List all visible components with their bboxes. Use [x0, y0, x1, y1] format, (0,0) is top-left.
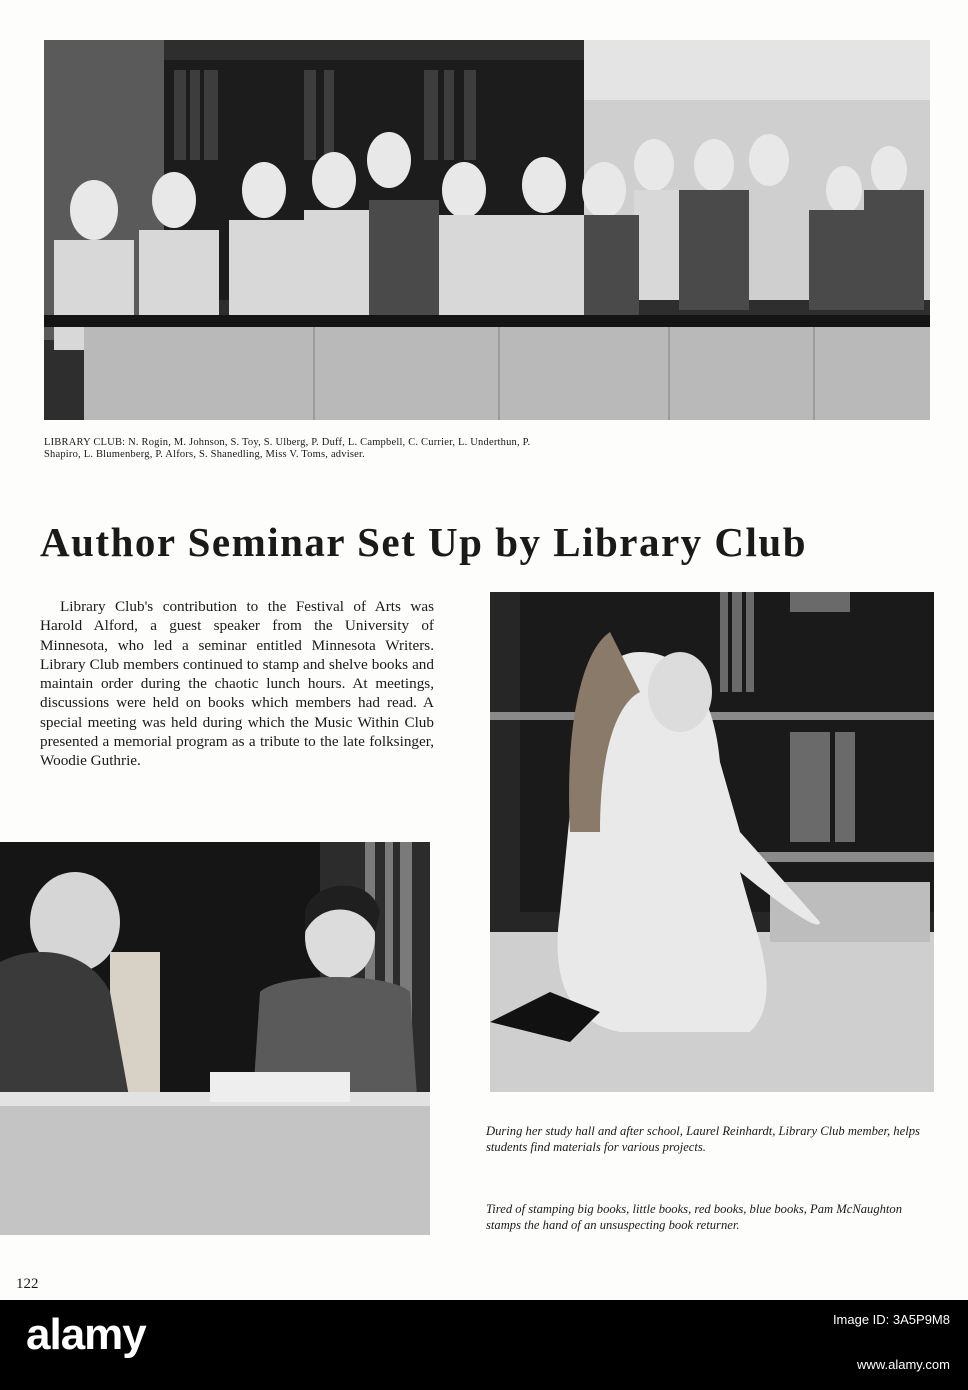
- page-headline: Author Seminar Set Up by Library Club: [40, 519, 808, 565]
- library-club-group-photo: [44, 40, 930, 420]
- group-photo-caption: LIBRARY CLUB: N. Rogin, M. Johnson, S. Toy, S. Ulberg, P. Duff, L. Campbell, C. Currier, L. Underthun, P. Shapiro, L. Blumenberg, P. Alfors, S. Shanedling, Miss V. Toms, adviser.: [44, 437, 531, 460]
- bottom-photo-caption: Tired of stamping big books, little books, red books, blue books, Pam McNaughton stamps the hand of an unsuspecting book returner.: [486, 1202, 903, 1232]
- page-number: 122: [16, 1276, 39, 1292]
- article-body: Library Club's contribution to the Festival of Arts was Harold Alford, a guest speaker from the University of Minnesota, who led a seminar entitled Minnesota Writers. Library Club members continued to stamp and shelve books and maintain order during the chaotic lunch hours. At meetings, discussions were held on books which members had read. A special meeting was held during which the Music Within Club presented a memorial program as a tribute to the late folksinger, Woodie Guthrie.: [40, 598, 434, 770]
- laurel-reinhardt-photo: [490, 592, 934, 1092]
- image-id: Image ID: 3A5P9M8: [832, 1312, 950, 1327]
- right-photo-caption: During her study hall and after school, Laurel Reinhardt, Library Club member, helps students find materials for various projects.: [486, 1124, 920, 1154]
- alamy-logo: alamy: [26, 1310, 146, 1359]
- pam-mcnaughton-photo: [0, 842, 430, 1235]
- site-url: www.alamy.com: [857, 1357, 950, 1372]
